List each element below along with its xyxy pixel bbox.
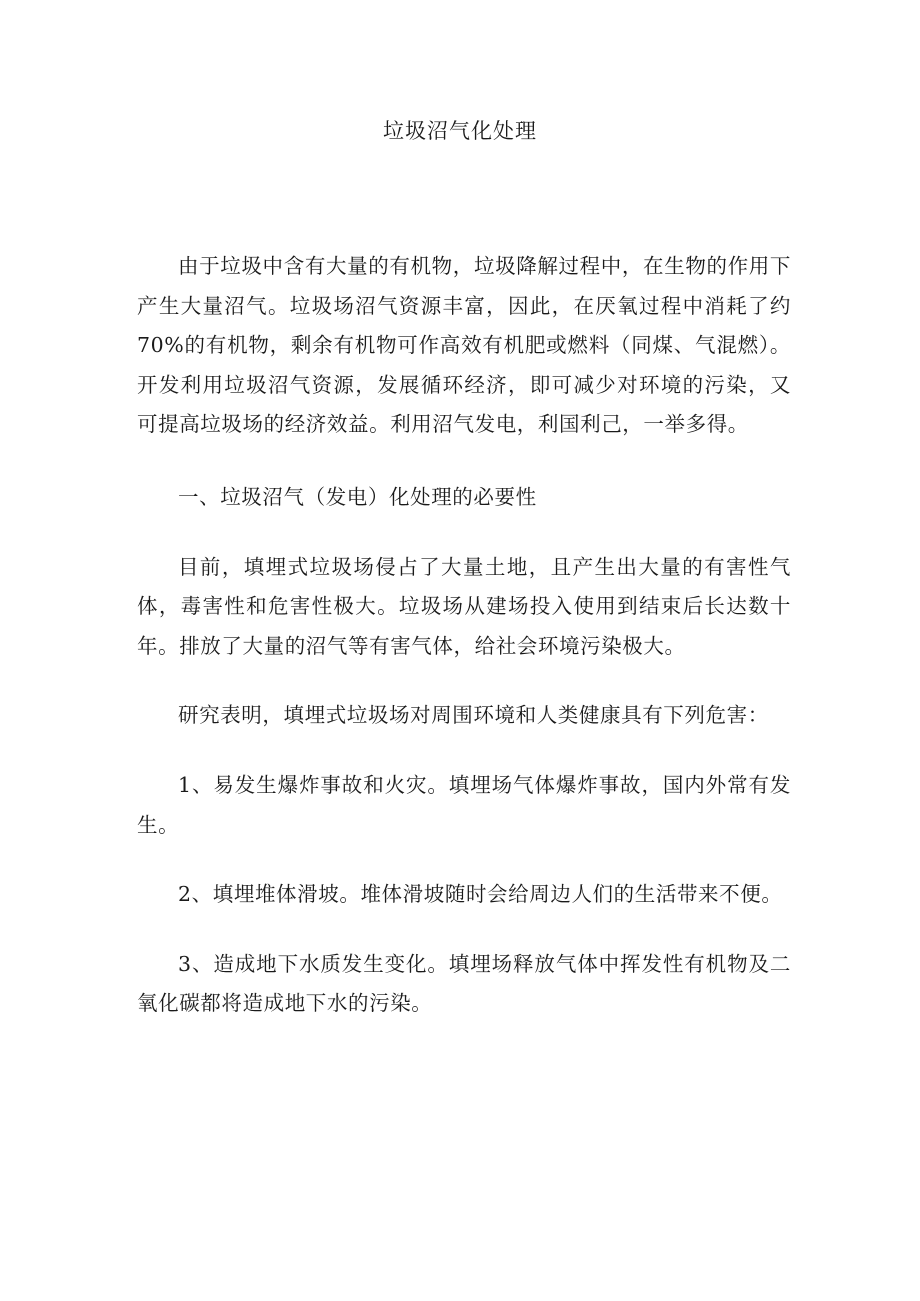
intro-paragraph: 由于垃圾中含有大量的有机物，垃圾降解过程中，在生物的作用下产生大量沼气。垃圾场沼气资源丰富，因此，在厌氧过程中消耗了约70%的有机物，剩余有机物可作高效有机肥或燃料（同煤、气混燃）。开发利用垃圾沼气资源，发展循环经济，即可减少对环境的污染，又可提高垃圾场的经济效益。利用沼气发电，利国利己，一举多得。: [137, 254, 791, 437]
section-heading: 一、垃圾沼气（发电）化处理的必要性: [178, 484, 537, 509]
list-item: 1、易发生爆炸事故和火灾。填埋场气体爆炸事故，国内外常有发生。: [137, 772, 791, 837]
document-body: [137, 247, 791, 1024]
list-item: 3、造成地下水质发生变化。填埋场释放气体中挥发性有机物及二氧化碳都将造成地下水的污染。: [137, 951, 791, 1016]
list-item: 2、填埋堆体滑坡。堆体滑坡随时会给周边人们的生活带来不便。: [178, 882, 783, 907]
body-paragraph: 研究表明，填埋式垃圾场对周围环境和人类健康具有下列危害：: [178, 703, 769, 728]
body-paragraph: 目前，填埋式垃圾场侵占了大量土地，且产生出大量的有害性气体，毒害性和危害性极大。垃圾场从建场投入使用到结束后长达数十年。排放了大量的沼气等有害气体，给社会环境污染极大。: [137, 554, 791, 658]
document-title: 垃圾沼气化处理: [383, 119, 537, 143]
